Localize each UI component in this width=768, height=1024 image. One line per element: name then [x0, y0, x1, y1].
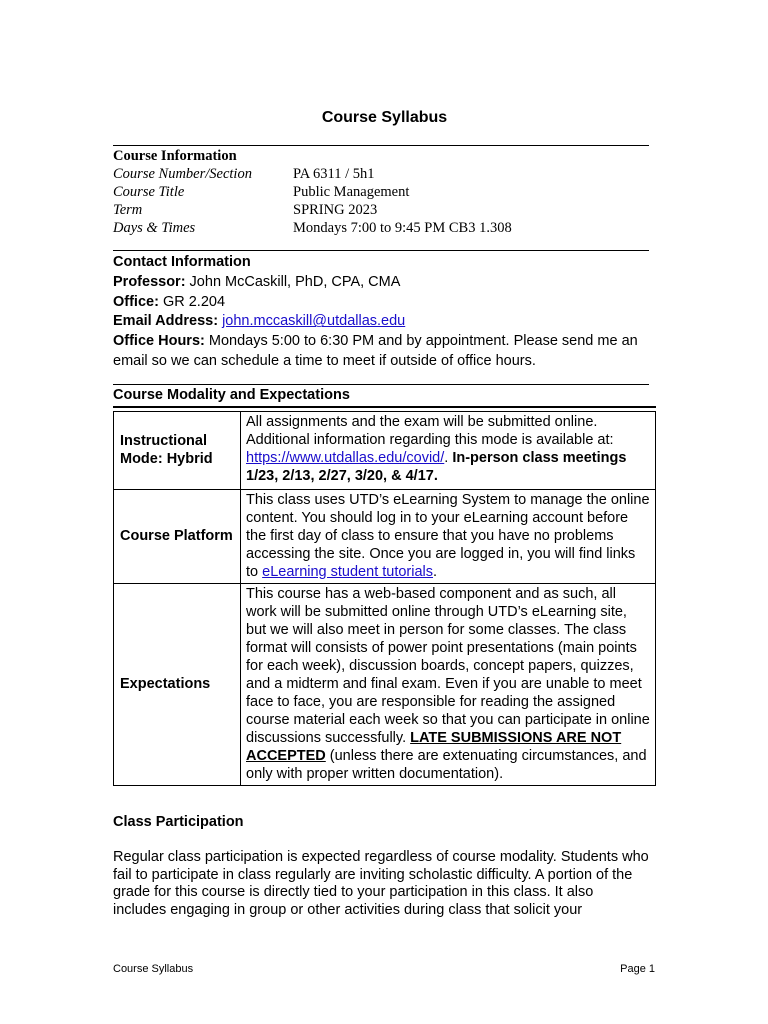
course-info-row: [113, 219, 649, 237]
instructional-mode-label: Instructional Mode: Hybrid: [114, 412, 241, 490]
expectations-content: [241, 584, 656, 786]
elearning-tutorials-link[interactable]: eLearning student tutorials: [262, 564, 434, 580]
course-information-heading: Course Information: [113, 148, 237, 164]
in-person-meetings: In-person class meetings 1/23, 2/13, 2/27, 3/20, & 4/17.: [246, 450, 627, 484]
late-submissions-warning: LATE SUBMISSIONS ARE NOT ACCEPTED: [246, 730, 622, 764]
professor-line: [113, 273, 649, 293]
course-number-value: PA 6311 / 5h1: [293, 166, 375, 182]
office-hours-line: [113, 332, 649, 372]
expectations-text-end: (unless there are extenuating circumstances, and only with proper written documentation).: [246, 748, 647, 782]
professor-value: John McCaskill, PhD, CPA, CMA: [185, 273, 401, 290]
email-link[interactable]: john.mccaskill@utdallas.edu: [222, 313, 406, 330]
participation-heading: Class Participation: [113, 814, 244, 830]
instructional-mode-separator: .: [444, 450, 453, 466]
modality-underline: [113, 406, 656, 408]
page-title: Course Syllabus: [321, 109, 448, 126]
expectations-text: This course has a web-based component and as such, all work will be submitted online through UTD’s eLearning site, but we will also meet in person for some classes. The class format will consists of power point presentations (main points for each week), discussion boards, concept papers, quizzes, and a midterm and final exam. Even if you are unable to meet face to face, you are responsible for reading the assigned course material each week so that you can participate in online discussions successfully.: [246, 586, 650, 746]
course-platform-text: This class uses UTD’s eLearning System to manage the online content. You should log in to your eLearning account before the first day of class to ensure that you have no problems accessing the site. Once you are logged in, you will find links to: [246, 492, 650, 580]
divider: [113, 250, 649, 251]
course-platform-period: .: [433, 564, 438, 580]
course-information: [113, 147, 649, 237]
table-row: [114, 584, 656, 786]
expectations-label: Expectations: [114, 584, 241, 786]
instructional-mode-content: [241, 412, 656, 490]
days-times-value: Mondays 7:00 to 9:45 PM CB3 1.308: [293, 220, 512, 236]
office-label: Office:: [113, 293, 159, 310]
course-platform-label: Course Platform: [114, 490, 241, 584]
office-value: GR 2.204: [158, 293, 226, 310]
course-title-label: Course Title: [113, 184, 185, 200]
days-times-label: Days & Times: [113, 220, 196, 236]
modality-table: [113, 411, 656, 786]
table-row: [114, 490, 656, 584]
office-line: [113, 293, 649, 313]
office-hours-label: Office Hours:: [113, 333, 205, 350]
table-row: [114, 412, 656, 490]
office-hours-value: Mondays 5:00 to 6:30 PM and by appointment. Please send me an email so we can schedule a time to meet if outside of office hours.: [113, 333, 638, 369]
course-title-value: Public Management: [293, 184, 410, 200]
modality-heading: Course Modality and Expectations: [113, 387, 350, 403]
professor-label: Professor:: [113, 273, 186, 290]
course-info-row: [113, 165, 649, 183]
instructional-mode-text: All assignments and the exam will be submitted online. Additional information regarding this mode is available at:: [246, 414, 614, 448]
email-label: Email Address:: [113, 313, 219, 330]
divider: [113, 384, 649, 385]
course-platform-content: [241, 490, 656, 584]
covid-link[interactable]: https://www.utdallas.edu/covid/: [246, 450, 445, 466]
course-info-row: [113, 183, 649, 201]
course-info-row: [113, 201, 649, 219]
participation-body: Regular class participation is expected regardless of course modality. Students who fail to participate in class regularly are inviting scholastic difficulty. A portion of the grade for this course is directly tied to your participation in this class. It also includes engaging in group or other activities during class that solicit your: [113, 849, 649, 918]
contact-heading: Contact Information: [113, 254, 251, 270]
divider: [113, 145, 649, 146]
course-number-label: Course Number/Section: [113, 166, 252, 182]
email-line: [113, 312, 649, 332]
contact-information: [113, 253, 649, 372]
footer-page-number: Page 1: [620, 963, 655, 975]
footer-title: Course Syllabus: [113, 963, 194, 975]
term-value: SPRING 2023: [293, 202, 378, 218]
term-label: Term: [113, 202, 143, 218]
